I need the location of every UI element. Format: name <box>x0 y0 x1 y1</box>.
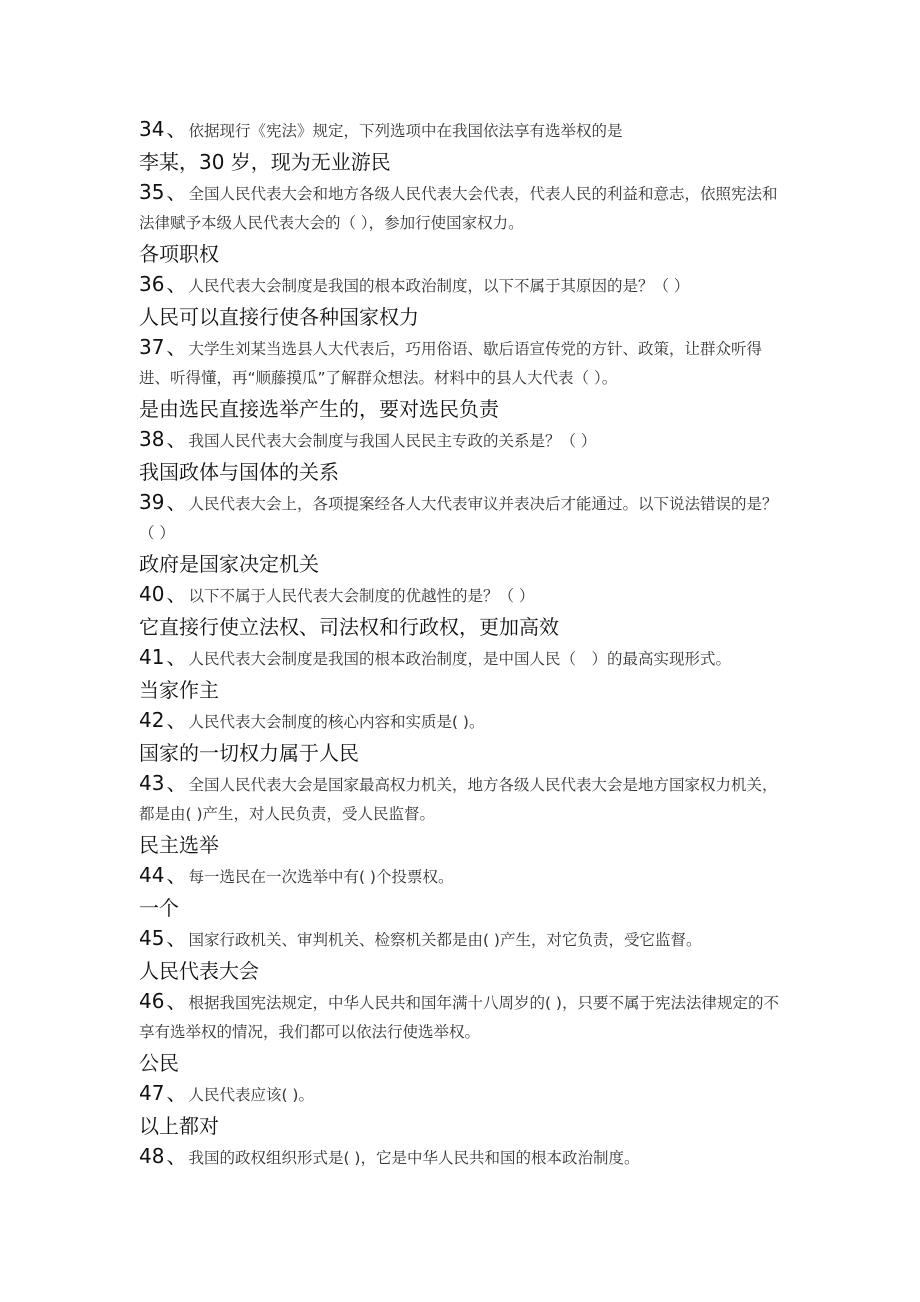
question-item <box>139 115 789 178</box>
question-separator: 、 <box>166 335 187 359</box>
question-number: 34 <box>139 117 165 141</box>
question-separator: 、 <box>166 427 187 451</box>
question-text: 依据现行《宪法》规定，下列选项中在我国依法享有选举权的是 <box>188 122 623 140</box>
question-item <box>139 425 789 488</box>
answer-text: 李某，30 岁，现为无业游民 <box>139 150 391 174</box>
answer-text: 国家的一切权力属于人民 <box>139 741 359 765</box>
answer-text: 它直接行使立法权、司法权和行政权，更加高效 <box>139 615 559 639</box>
question-number: 46 <box>139 989 165 1013</box>
answer-text: 我国政体与国体的关系 <box>139 460 339 484</box>
question-number: 37 <box>139 335 165 359</box>
question-text: 全国人民代表大会和地方各级人民代表大会代表，代表人民的利益和意志，依照宪法和法律赋予本级人民代表大会的（ ），参加行使国家权力。 <box>139 185 778 232</box>
question-text: 人民代表应该( )。 <box>188 1086 314 1104</box>
question-text-line <box>139 333 789 393</box>
answer-text: 各项职权 <box>139 242 219 266</box>
question-text-line <box>139 924 789 955</box>
question-text: 全国人民代表大会是国家最高权力机关，地方各级人民代表大会是地方国家权力机关，都是由( )产生，对人民负责，受人民监督。 <box>139 776 778 823</box>
question-separator: 、 <box>166 645 187 669</box>
question-item <box>139 488 789 580</box>
question-separator: 、 <box>166 926 187 950</box>
question-item <box>139 861 789 924</box>
question-text: 根据我国宪法规定，中华人民共和国年满十八周岁的( )，只要不属于宪法法律规定的不享有选举权的情况，我们都可以依法行使选举权。 <box>139 994 779 1041</box>
question-text-line <box>139 115 789 146</box>
answer-text: 当家作主 <box>139 678 219 702</box>
question-number: 39 <box>139 490 165 514</box>
question-text: 人民代表大会制度是我国的根本政治制度，以下不属于其原因的是？（ ） <box>188 277 690 295</box>
question-item <box>139 643 789 706</box>
answer-text: 民主选举 <box>139 833 219 857</box>
question-number: 41 <box>139 645 165 669</box>
question-text: 我国的政权组织形式是( )，它是中华人民共和国的根本政治制度。 <box>188 1149 640 1167</box>
question-text: 人民代表大会制度的核心内容和实质是( )。 <box>188 713 485 731</box>
question-item <box>139 706 789 769</box>
question-text-line <box>139 425 789 456</box>
question-number: 42 <box>139 708 165 732</box>
question-text: 我国人民代表大会制度与我国人民民主专政的关系是？（ ） <box>188 432 597 450</box>
question-separator: 、 <box>166 1144 187 1168</box>
question-text-line <box>139 769 789 829</box>
question-text: 国家行政机关、审判机关、检察机关都是由( )产生，对它负责，受它监督。 <box>188 931 702 949</box>
question-text-line <box>139 706 789 737</box>
document-page <box>139 115 789 1173</box>
question-number: 36 <box>139 272 165 296</box>
question-text-line <box>139 1142 789 1173</box>
answer-text: 一个 <box>139 896 179 920</box>
question-separator: 、 <box>166 863 187 887</box>
question-item <box>139 178 789 270</box>
question-number: 38 <box>139 427 165 451</box>
answer-text: 人民可以直接行使各种国家权力 <box>139 305 419 329</box>
question-item <box>139 987 789 1079</box>
question-item <box>139 580 789 643</box>
question-separator: 、 <box>166 117 187 141</box>
question-separator: 、 <box>166 771 187 795</box>
answer-text: 公民 <box>139 1051 179 1075</box>
question-text-line <box>139 580 789 611</box>
question-item <box>139 333 789 425</box>
question-separator: 、 <box>166 180 187 204</box>
question-text: 人民代表大会上，各项提案经各人大代表审议并表决后才能通过。以下说法错误的是？（ ） <box>139 495 778 542</box>
question-number: 47 <box>139 1081 165 1105</box>
question-item <box>139 270 789 333</box>
answer-text: 以上都对 <box>139 1114 219 1138</box>
question-item <box>139 769 789 861</box>
question-text-line <box>139 488 789 548</box>
question-separator: 、 <box>166 582 187 606</box>
question-number: 35 <box>139 180 165 204</box>
question-text-line <box>139 1079 789 1110</box>
question-text: 人民代表大会制度是我国的根本政治制度，是中国人民（ ）的最高实现形式。 <box>188 650 731 668</box>
question-item <box>139 1079 789 1142</box>
question-separator: 、 <box>166 490 187 514</box>
question-separator: 、 <box>166 708 187 732</box>
question-item <box>139 1142 789 1173</box>
question-number: 44 <box>139 863 165 887</box>
answer-text: 是由选民直接选举产生的，要对选民负责 <box>139 397 499 421</box>
question-text: 大学生刘某当选县人大代表后，巧用俗语、歇后语宣传党的方针、政策，让群众听得进、听得懂，再“顺藤摸瓜”了解群众想法。材料中的县人大代表（ ）。 <box>139 340 762 387</box>
answer-text: 人民代表大会 <box>139 959 259 983</box>
question-item <box>139 924 789 987</box>
question-text-line <box>139 861 789 892</box>
question-text-line <box>139 987 789 1047</box>
question-text: 每一选民在一次选举中有( )个投票权。 <box>188 868 454 886</box>
question-separator: 、 <box>166 989 187 1013</box>
question-number: 45 <box>139 926 165 950</box>
answer-text: 政府是国家决定机关 <box>139 552 319 576</box>
question-separator: 、 <box>166 272 187 296</box>
question-text: 以下不属于人民代表大会制度的优越性的是？（ ） <box>188 587 535 605</box>
question-text-line <box>139 270 789 301</box>
question-number: 43 <box>139 771 165 795</box>
question-number: 40 <box>139 582 165 606</box>
question-separator: 、 <box>166 1081 187 1105</box>
question-number: 48 <box>139 1144 165 1168</box>
question-text-line <box>139 178 789 238</box>
question-text-line <box>139 643 789 674</box>
